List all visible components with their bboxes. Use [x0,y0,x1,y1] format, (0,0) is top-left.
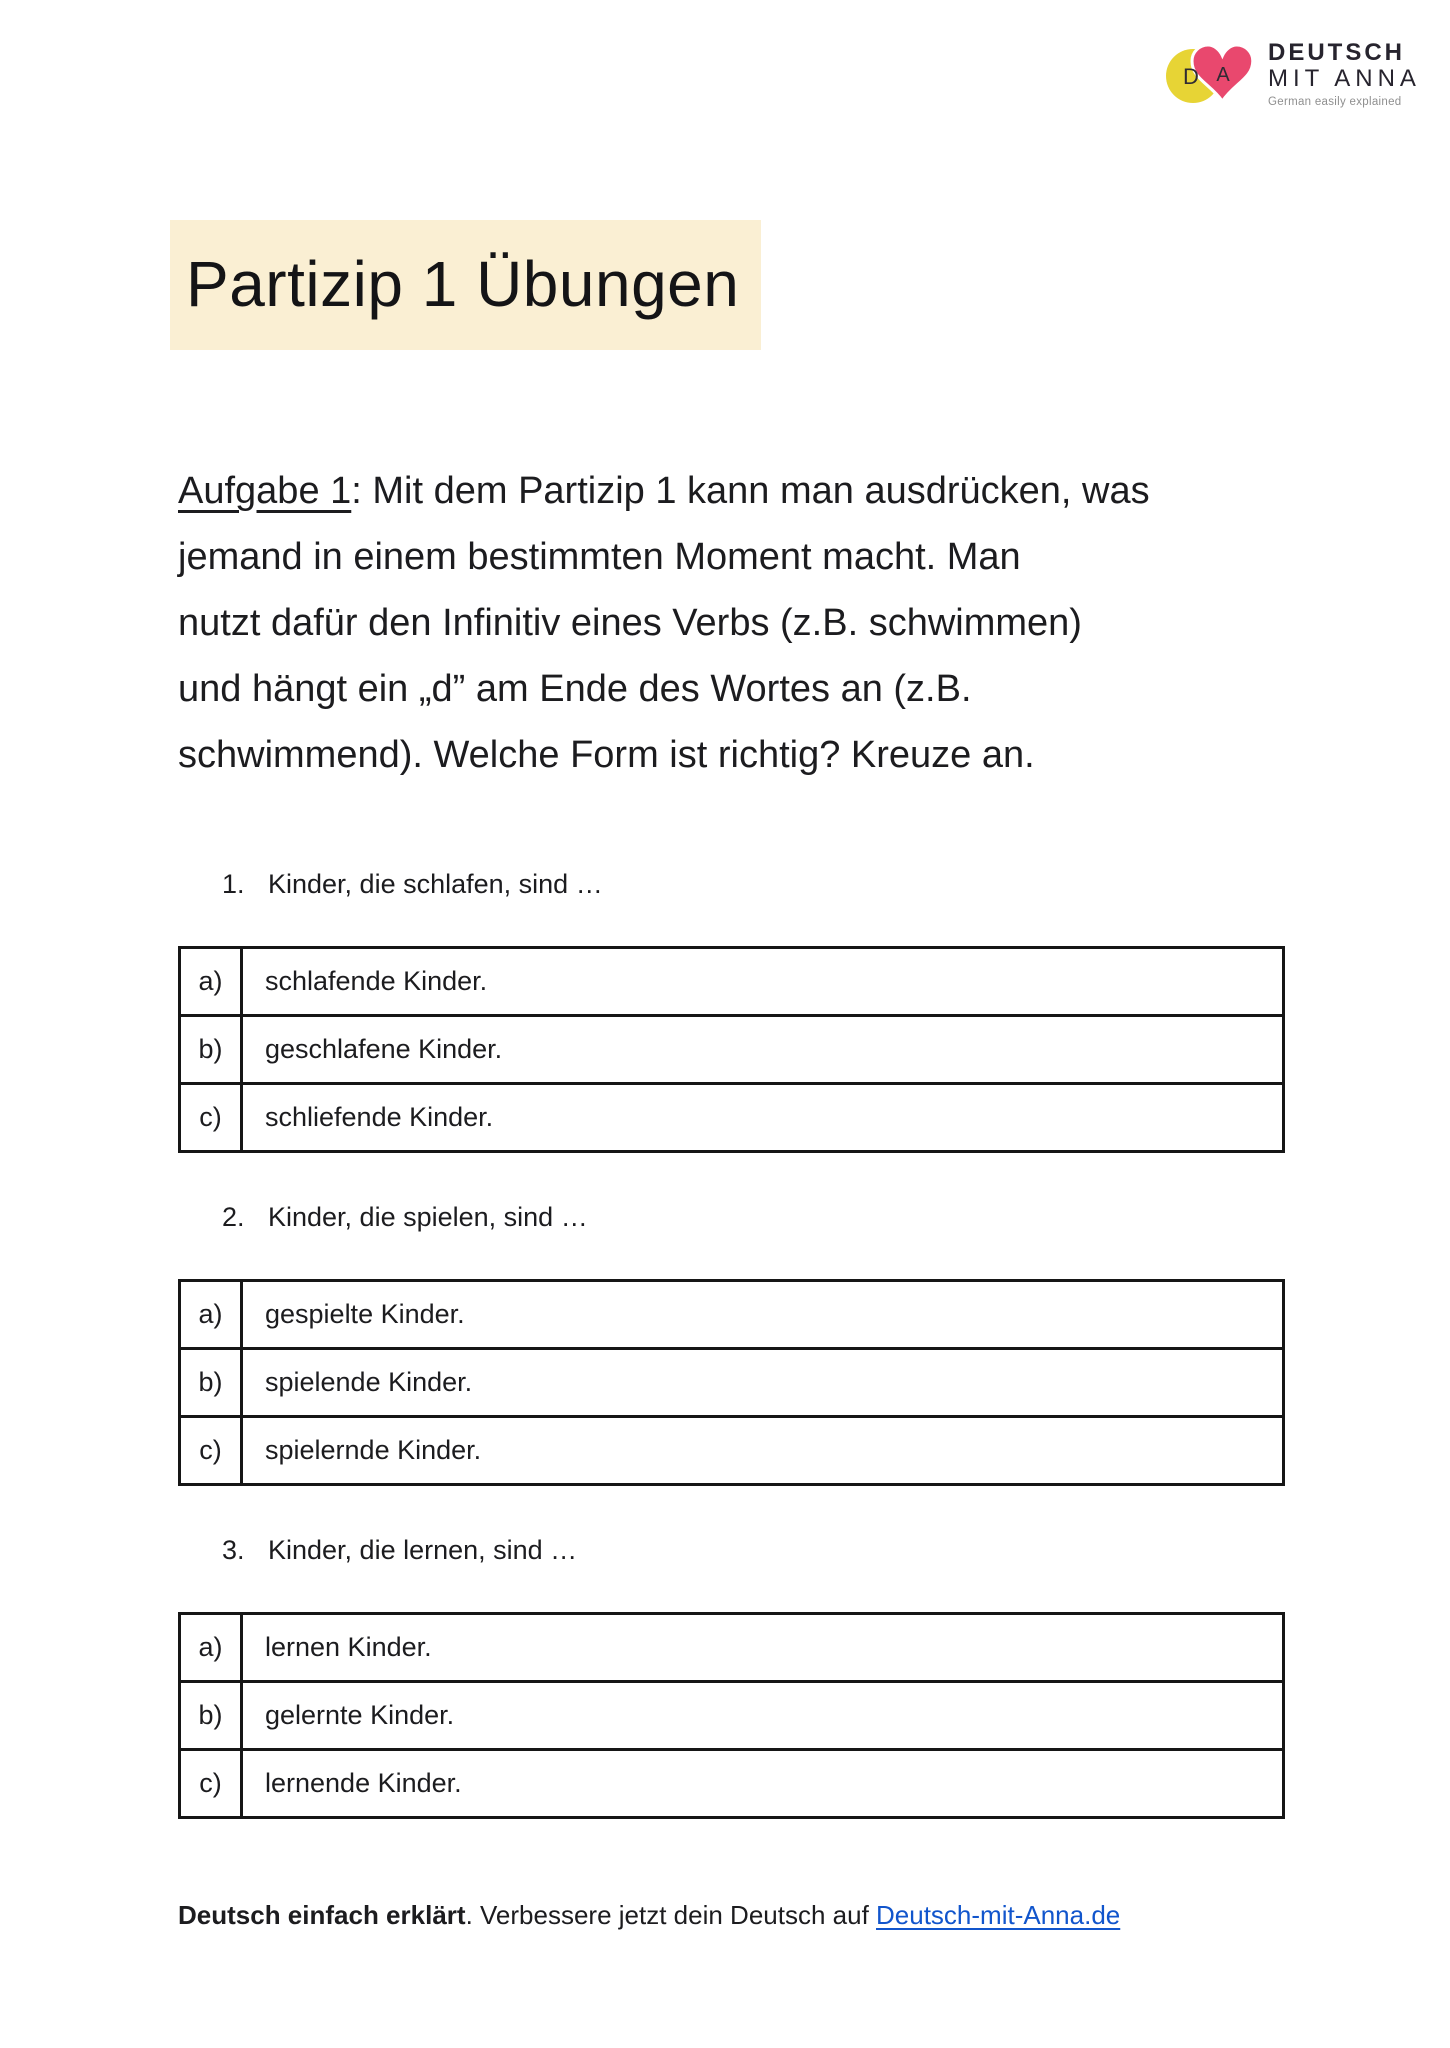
option-letter: b) [180,1349,242,1417]
option-letter: b) [180,1682,242,1750]
question-number: 2. [222,1202,245,1232]
option-row [180,1016,1284,1084]
logo-tagline: German easily explained [1268,96,1402,108]
intro-line-text: : Mit dem Partizip 1 kann man ausdrücken, was [351,470,1150,512]
page-footer [178,1900,1120,1931]
option-row [180,1417,1284,1485]
option-letter: c) [180,1417,242,1485]
option-text: spielende Kinder. [242,1349,1284,1417]
option-text: gelernte Kinder. [242,1682,1284,1750]
option-text: spielernde Kinder. [242,1417,1284,1485]
option-letter: a) [180,1281,242,1349]
option-row [180,1682,1284,1750]
logo-name-line2: MIT ANNA [1268,65,1421,92]
option-row [180,1349,1284,1417]
option-row [180,1614,1284,1682]
question-text: Kinder, die schlafen, sind … [268,869,603,899]
option-row [180,1084,1284,1152]
question-number: 3. [222,1535,245,1565]
question-3-prompt [222,1532,1290,1568]
option-text: gespielte Kinder. [242,1281,1284,1349]
logo-wordmark [1268,40,1421,110]
question-number: 1. [222,869,245,899]
brand-logo [1166,40,1421,110]
intro-line: schwimmend). Welche Form ist richtig? Kreuze an. [178,734,1035,776]
question-1-options-table [178,946,1285,1153]
option-letter: c) [180,1750,242,1818]
footer-website-link[interactable]: Deutsch-mit-Anna.de [876,1900,1121,1930]
option-row [180,948,1284,1016]
logo-heart-monogram-icon [1166,41,1260,109]
option-row [180,1281,1284,1349]
question-3-options-table [178,1612,1285,1819]
footer-bold-text: Deutsch einfach erklärt [178,1900,466,1930]
intro-line: jemand in einem bestimmten Moment macht. Man [178,536,1021,578]
option-letter: b) [180,1016,242,1084]
task-label: Aufgabe 1 [178,470,352,512]
page-title-row [178,220,1290,350]
question-text: Kinder, die lernen, sind … [268,1535,578,1565]
intro-paragraph [178,458,1290,788]
option-text: lernen Kinder. [242,1614,1284,1682]
option-letter: a) [180,948,242,1016]
question-2-prompt [222,1199,1290,1235]
footer-text: . Verbessere jetzt dein Deutsch auf [465,1900,877,1930]
intro-line: nutzt dafür den Infinitiv eines Verbs (z.B. schwimmen) [178,602,1082,644]
question-2-options-table [178,1279,1285,1486]
option-text: schlafende Kinder. [242,948,1284,1016]
option-row [180,1750,1284,1818]
option-text: schliefende Kinder. [242,1084,1284,1152]
option-letter: c) [180,1084,242,1152]
logo-name-line1: DEUTSCH [1268,39,1406,66]
page-title: Partizip 1 Übungen [170,220,761,350]
option-letter: a) [180,1614,242,1682]
question-text: Kinder, die spielen, sind … [268,1202,588,1232]
intro-line: und hängt ein „d” am Ende des Wortes an (z.B. [178,668,972,710]
svg-text:D: D [1183,64,1199,89]
option-text: geschlafene Kinder. [242,1016,1284,1084]
svg-text:A: A [1216,64,1230,86]
question-1-prompt [222,866,1290,902]
option-text: lernende Kinder. [242,1750,1284,1818]
intro-line [178,458,1290,524]
